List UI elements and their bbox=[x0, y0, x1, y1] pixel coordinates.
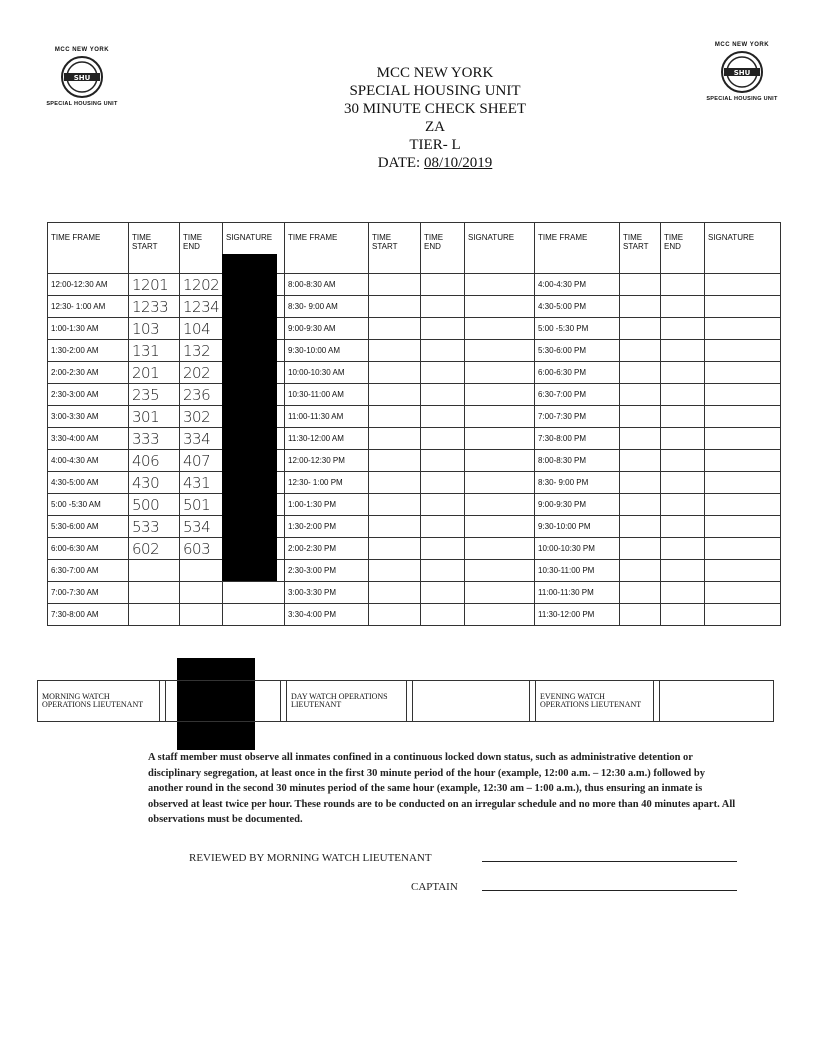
time-start-cell bbox=[369, 362, 421, 384]
time-end-cell: 132 bbox=[180, 340, 223, 362]
time-end-cell bbox=[421, 406, 465, 428]
time-frame-cell: 5:30-6:00 PM bbox=[535, 340, 620, 362]
time-start-cell bbox=[620, 450, 661, 472]
time-frame-cell: 4:00-4:30 PM bbox=[535, 274, 620, 296]
time-end-cell bbox=[661, 450, 705, 472]
header-time-start: TIME START bbox=[369, 223, 421, 274]
logo-left-top-text: MCC NEW YORK bbox=[54, 47, 110, 53]
signature-cell bbox=[705, 472, 781, 494]
time-end-cell bbox=[421, 318, 465, 340]
header-time-end: TIME END bbox=[180, 223, 223, 274]
table-row bbox=[48, 428, 781, 450]
time-start-cell bbox=[369, 560, 421, 582]
time-frame-cell: 1:00-1:30 AM bbox=[48, 318, 129, 340]
shu-seal-icon bbox=[720, 50, 764, 94]
table-row bbox=[48, 340, 781, 362]
time-start-cell: 406 bbox=[129, 450, 180, 472]
table-header-row bbox=[48, 223, 781, 274]
time-frame-cell: 4:00-4:30 AM bbox=[48, 450, 129, 472]
time-frame-cell: 3:00-3:30 AM bbox=[48, 406, 129, 428]
signature-cell bbox=[465, 538, 535, 560]
time-end-cell bbox=[661, 604, 705, 626]
header-date bbox=[250, 154, 620, 172]
time-end-cell bbox=[421, 560, 465, 582]
header-time-frame: TIME FRAME bbox=[535, 223, 620, 274]
signature-cell bbox=[465, 604, 535, 626]
time-start-cell bbox=[620, 516, 661, 538]
time-end-cell bbox=[421, 362, 465, 384]
table-row bbox=[48, 516, 781, 538]
logo-right-top-text: MCC NEW YORK bbox=[714, 42, 770, 48]
day-lieutenant-label: DAY WATCH OPERATIONS LIEUTENANT bbox=[287, 681, 407, 722]
header-signature: SIGNATURE bbox=[705, 223, 781, 274]
time-end-cell: 1202 bbox=[180, 274, 223, 296]
time-frame-cell: 7:30-8:00 AM bbox=[48, 604, 129, 626]
table-row bbox=[48, 450, 781, 472]
time-start-cell bbox=[369, 340, 421, 362]
time-start-cell: 333 bbox=[129, 428, 180, 450]
time-start-cell bbox=[369, 604, 421, 626]
time-end-cell: 202 bbox=[180, 362, 223, 384]
signature-cell bbox=[705, 582, 781, 604]
time-end-cell: 1234 bbox=[180, 296, 223, 318]
header-time-start: TIME START bbox=[620, 223, 661, 274]
time-frame-cell: 9:00-9:30 AM bbox=[285, 318, 369, 340]
time-end-cell bbox=[421, 296, 465, 318]
time-frame-cell: 6:00-6:30 PM bbox=[535, 362, 620, 384]
time-end-cell bbox=[661, 362, 705, 384]
time-end-cell: 501 bbox=[180, 494, 223, 516]
time-end-cell bbox=[661, 472, 705, 494]
time-start-cell bbox=[369, 538, 421, 560]
time-frame-cell: 3:30-4:00 PM bbox=[285, 604, 369, 626]
time-frame-cell: 11:30-12:00 PM bbox=[535, 604, 620, 626]
header-line3: 30 MINUTE CHECK SHEET bbox=[343, 101, 527, 117]
time-end-cell bbox=[421, 516, 465, 538]
time-start-cell bbox=[129, 560, 180, 582]
morning-lieutenant-label: MORNING WATCH OPERATIONS LIEUTENANT bbox=[38, 681, 160, 722]
time-frame-cell: 4:30-5:00 AM bbox=[48, 472, 129, 494]
header-line4: ZA bbox=[425, 119, 445, 135]
time-frame-cell: 10:00-10:30 AM bbox=[285, 362, 369, 384]
time-end-cell: 534 bbox=[180, 516, 223, 538]
time-start-cell bbox=[620, 582, 661, 604]
time-end-cell bbox=[421, 582, 465, 604]
signature-cell bbox=[465, 274, 535, 296]
table-row bbox=[48, 274, 781, 296]
time-start-cell bbox=[369, 274, 421, 296]
time-frame-cell: 2:00-2:30 AM bbox=[48, 362, 129, 384]
header-signature: SIGNATURE bbox=[465, 223, 535, 274]
signature-cell bbox=[705, 274, 781, 296]
time-frame-cell: 1:30-2:00 AM bbox=[48, 340, 129, 362]
time-end-cell bbox=[180, 582, 223, 604]
logo-left-seal-text: SHU bbox=[73, 74, 91, 82]
time-start-cell: 235 bbox=[129, 384, 180, 406]
logo-right-seal-text: SHU bbox=[733, 69, 751, 77]
time-start-cell bbox=[369, 296, 421, 318]
time-frame-cell: 9:30-10:00 AM bbox=[285, 340, 369, 362]
signature-cell bbox=[705, 384, 781, 406]
time-frame-cell: 8:30- 9:00 AM bbox=[285, 296, 369, 318]
time-start-cell: 1233 bbox=[129, 296, 180, 318]
time-frame-cell: 5:00 -5:30 AM bbox=[48, 494, 129, 516]
time-frame-cell: 3:00-3:30 PM bbox=[285, 582, 369, 604]
table-row bbox=[48, 560, 781, 582]
time-frame-cell: 12:00-12:30 PM bbox=[285, 450, 369, 472]
document-header bbox=[250, 64, 620, 172]
signature-cell bbox=[465, 362, 535, 384]
evening-lieutenant-label: EVENING WATCH OPERATIONS LIEUTENANT bbox=[536, 681, 654, 722]
signature-cell bbox=[705, 604, 781, 626]
time-end-cell bbox=[661, 274, 705, 296]
signature-cell bbox=[465, 450, 535, 472]
time-end-cell bbox=[421, 450, 465, 472]
time-start-cell: 301 bbox=[129, 406, 180, 428]
time-frame-cell: 1:30-2:00 PM bbox=[285, 516, 369, 538]
signature-cell bbox=[465, 340, 535, 362]
time-frame-cell: 5:00 -5:30 PM bbox=[535, 318, 620, 340]
time-frame-cell: 2:30-3:00 PM bbox=[285, 560, 369, 582]
time-end-cell: 302 bbox=[180, 406, 223, 428]
time-end-cell bbox=[421, 494, 465, 516]
reviewed-by-label: REVIEWED BY MORNING WATCH LIEUTENANT bbox=[189, 852, 432, 864]
time-frame-cell: 10:30-11:00 PM bbox=[535, 560, 620, 582]
signature-cell bbox=[465, 494, 535, 516]
time-end-cell: 431 bbox=[180, 472, 223, 494]
lieutenant-row bbox=[38, 681, 774, 722]
time-end-cell bbox=[661, 318, 705, 340]
table-row bbox=[48, 318, 781, 340]
time-frame-cell: 7:00-7:30 PM bbox=[535, 406, 620, 428]
time-frame-cell: 6:00-6:30 AM bbox=[48, 538, 129, 560]
time-end-cell: 334 bbox=[180, 428, 223, 450]
time-frame-cell: 8:00-8:30 AM bbox=[285, 274, 369, 296]
time-end-cell bbox=[661, 340, 705, 362]
time-frame-cell: 6:30-7:00 AM bbox=[48, 560, 129, 582]
header-line2: SPECIAL HOUSING UNIT bbox=[349, 83, 521, 99]
time-frame-cell: 9:30-10:00 PM bbox=[535, 516, 620, 538]
logo-right-bottom-text: SPECIAL HOUSING UNIT bbox=[706, 96, 778, 102]
time-frame-cell: 2:00-2:30 PM bbox=[285, 538, 369, 560]
signature-cell bbox=[223, 604, 285, 626]
logo-left bbox=[37, 47, 127, 107]
time-start-cell bbox=[369, 516, 421, 538]
shu-seal-icon bbox=[60, 55, 104, 99]
time-end-cell bbox=[661, 296, 705, 318]
signature-cell bbox=[705, 428, 781, 450]
time-start-cell bbox=[620, 560, 661, 582]
time-end-cell bbox=[421, 604, 465, 626]
time-frame-cell: 5:30-6:00 AM bbox=[48, 516, 129, 538]
time-start-cell bbox=[620, 340, 661, 362]
header-line5: TIER- L bbox=[409, 137, 461, 153]
day-lieutenant-signature bbox=[413, 681, 530, 722]
time-end-cell bbox=[661, 406, 705, 428]
time-start-cell bbox=[620, 428, 661, 450]
time-frame-cell: 2:30-3:00 AM bbox=[48, 384, 129, 406]
table-row bbox=[48, 472, 781, 494]
table-row bbox=[48, 296, 781, 318]
signature-cell bbox=[705, 450, 781, 472]
time-end-cell bbox=[180, 604, 223, 626]
table-row bbox=[48, 604, 781, 626]
time-frame-cell: 8:00-8:30 PM bbox=[535, 450, 620, 472]
signature-cell bbox=[465, 560, 535, 582]
time-start-cell bbox=[620, 494, 661, 516]
time-end-cell bbox=[180, 560, 223, 582]
redaction-signature bbox=[222, 254, 277, 581]
time-frame-cell: 11:00-11:30 PM bbox=[535, 582, 620, 604]
time-end-cell: 104 bbox=[180, 318, 223, 340]
time-start-cell bbox=[369, 406, 421, 428]
header-time-start: TIME START bbox=[129, 223, 180, 274]
time-start-cell: 201 bbox=[129, 362, 180, 384]
time-frame-cell: 4:30-5:00 PM bbox=[535, 296, 620, 318]
time-end-cell bbox=[421, 384, 465, 406]
logo-left-bottom-text: SPECIAL HOUSING UNIT bbox=[46, 101, 118, 107]
signature-cell bbox=[465, 582, 535, 604]
lieutenant-signature-table bbox=[37, 680, 774, 722]
time-start-cell bbox=[620, 406, 661, 428]
header-time-frame: TIME FRAME bbox=[48, 223, 129, 274]
table-row bbox=[48, 406, 781, 428]
time-frame-cell: 7:30-8:00 PM bbox=[535, 428, 620, 450]
time-start-cell bbox=[620, 604, 661, 626]
time-start-cell bbox=[620, 296, 661, 318]
header-time-end: TIME END bbox=[661, 223, 705, 274]
time-frame-cell: 7:00-7:30 AM bbox=[48, 582, 129, 604]
signature-cell bbox=[705, 516, 781, 538]
time-end-cell bbox=[421, 274, 465, 296]
time-end-cell bbox=[661, 538, 705, 560]
table-row bbox=[48, 362, 781, 384]
signature-cell bbox=[465, 428, 535, 450]
time-start-cell: 131 bbox=[129, 340, 180, 362]
signature-cell bbox=[223, 582, 285, 604]
logo-right bbox=[697, 42, 787, 102]
table-row bbox=[48, 582, 781, 604]
time-frame-cell: 10:30-11:00 AM bbox=[285, 384, 369, 406]
time-start-cell: 103 bbox=[129, 318, 180, 340]
header-time-end: TIME END bbox=[421, 223, 465, 274]
time-start-cell: 533 bbox=[129, 516, 180, 538]
policy-paragraph: A staff member must observe all inmates confined in a continuous locked down status, such as administrative detention or disciplinary segregation, at least once in the first 30 minute period of the hour (example, 12:00 a.m. – 12:30 a.m.) followed by another round in the second 30 minutes period of the same hour (example, 12:30 am – 1:00 a.m.), thus ensuring an inmate is observed at least twice per hour. These rounds are to be conducted on an irregular schedule and no more than 40 minutes apart. All observations must be documented. bbox=[148, 752, 736, 825]
header-line1: MCC NEW YORK bbox=[376, 65, 494, 81]
table-row bbox=[48, 494, 781, 516]
time-end-cell bbox=[421, 538, 465, 560]
time-start-cell bbox=[620, 318, 661, 340]
time-frame-cell: 12:00-12:30 AM bbox=[48, 274, 129, 296]
signature-cell bbox=[465, 472, 535, 494]
signature-cell bbox=[465, 384, 535, 406]
table-row bbox=[48, 538, 781, 560]
time-frame-cell: 9:00-9:30 PM bbox=[535, 494, 620, 516]
signature-cell bbox=[465, 516, 535, 538]
time-start-cell bbox=[369, 582, 421, 604]
check-sheet-table bbox=[47, 222, 781, 626]
signature-cell bbox=[705, 560, 781, 582]
header-signature: SIGNATURE bbox=[223, 223, 285, 274]
time-start-cell: 602 bbox=[129, 538, 180, 560]
time-end-cell bbox=[661, 560, 705, 582]
time-start-cell bbox=[369, 384, 421, 406]
time-start-cell bbox=[620, 472, 661, 494]
signature-cell bbox=[705, 340, 781, 362]
time-frame-cell: 12:30- 1:00 PM bbox=[285, 472, 369, 494]
time-end-cell bbox=[661, 384, 705, 406]
time-start-cell bbox=[620, 538, 661, 560]
time-end-cell: 407 bbox=[180, 450, 223, 472]
time-end-cell bbox=[661, 582, 705, 604]
time-start-cell: 1201 bbox=[129, 274, 180, 296]
time-frame-cell: 11:00-11:30 AM bbox=[285, 406, 369, 428]
time-start-cell bbox=[620, 384, 661, 406]
time-end-cell bbox=[421, 428, 465, 450]
signature-cell bbox=[705, 362, 781, 384]
time-end-cell: 236 bbox=[180, 384, 223, 406]
evening-lieutenant-signature bbox=[660, 681, 774, 722]
time-start-cell bbox=[620, 362, 661, 384]
date-value: 08/10/2019 bbox=[423, 155, 493, 171]
time-end-cell bbox=[421, 340, 465, 362]
time-start-cell bbox=[369, 494, 421, 516]
time-end-cell bbox=[661, 494, 705, 516]
captain-signature-line bbox=[482, 890, 737, 891]
date-label: DATE: bbox=[377, 155, 421, 171]
time-start-cell bbox=[369, 472, 421, 494]
time-frame-cell: 8:30- 9:00 PM bbox=[535, 472, 620, 494]
time-start-cell bbox=[129, 582, 180, 604]
time-start-cell bbox=[369, 318, 421, 340]
time-start-cell: 430 bbox=[129, 472, 180, 494]
time-end-cell bbox=[421, 472, 465, 494]
time-end-cell bbox=[661, 428, 705, 450]
time-start-cell bbox=[369, 428, 421, 450]
time-frame-cell: 10:00-10:30 PM bbox=[535, 538, 620, 560]
signature-cell bbox=[465, 318, 535, 340]
time-frame-cell: 3:30-4:00 AM bbox=[48, 428, 129, 450]
signature-cell bbox=[705, 296, 781, 318]
reviewed-by-signature-line bbox=[482, 861, 737, 862]
time-start-cell bbox=[129, 604, 180, 626]
signature-cell bbox=[465, 406, 535, 428]
time-frame-cell: 1:00-1:30 PM bbox=[285, 494, 369, 516]
signature-cell bbox=[705, 538, 781, 560]
morning-lieutenant-signature bbox=[166, 681, 281, 722]
signature-cell bbox=[705, 494, 781, 516]
captain-label: CAPTAIN bbox=[411, 881, 458, 893]
time-frame-cell: 11:30-12:00 AM bbox=[285, 428, 369, 450]
time-start-cell: 500 bbox=[129, 494, 180, 516]
time-frame-cell: 12:30- 1:00 AM bbox=[48, 296, 129, 318]
signature-cell bbox=[705, 318, 781, 340]
table-row bbox=[48, 384, 781, 406]
time-frame-cell: 6:30-7:00 PM bbox=[535, 384, 620, 406]
header-time-frame: TIME FRAME bbox=[285, 223, 369, 274]
time-end-cell bbox=[661, 516, 705, 538]
time-start-cell bbox=[620, 274, 661, 296]
signature-cell bbox=[705, 406, 781, 428]
signature-cell bbox=[465, 296, 535, 318]
time-end-cell: 603 bbox=[180, 538, 223, 560]
time-start-cell bbox=[369, 450, 421, 472]
